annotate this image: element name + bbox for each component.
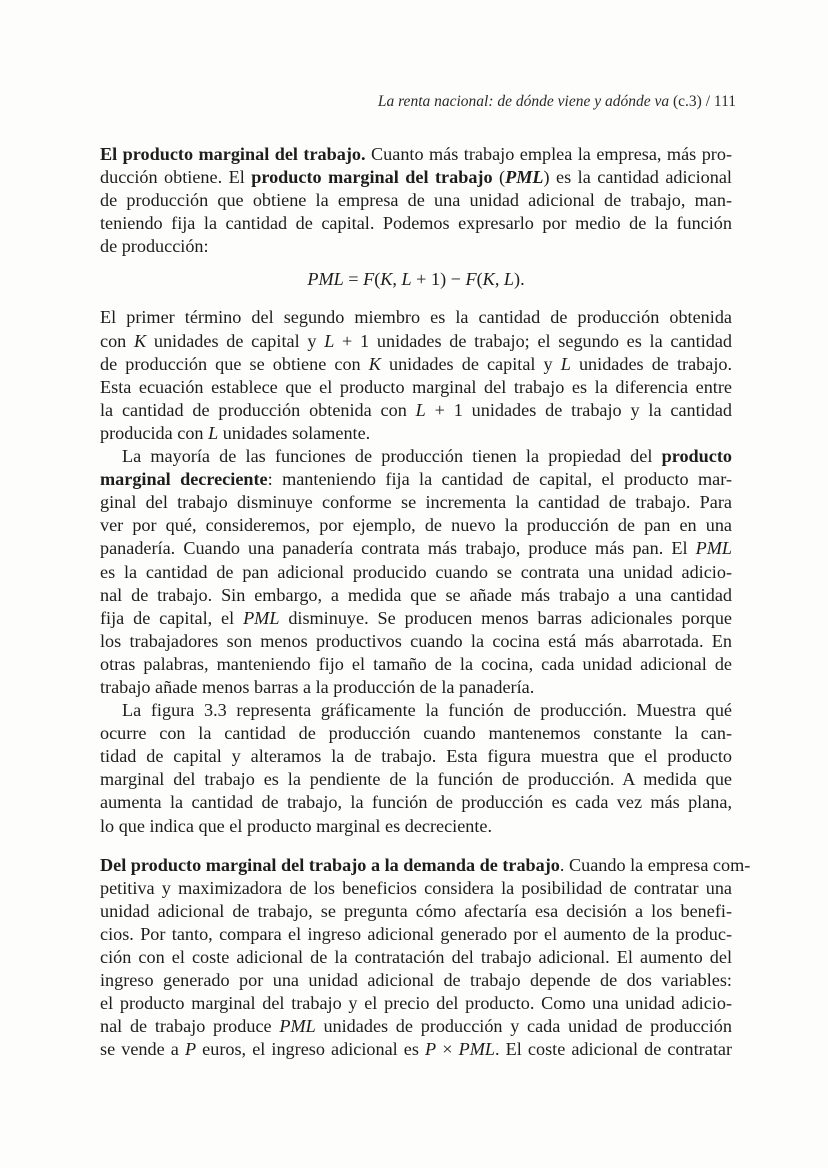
text-line: La mayoría de las funciones de producción tienen la propiedad del producto <box>122 446 732 467</box>
text-line: teniendo fija la cantidad de capital. Podemos expresarlo por medio de la función <box>100 213 732 234</box>
running-head-title: La renta nacional: de dónde viene y adónde va <box>377 93 670 110</box>
text-line: fija de capital, el PML disminuye. Se producen menos barras adicionales porque <box>100 607 732 628</box>
term-pml: producto marginal del trabajo <box>251 167 493 188</box>
text-line: nal de trabajo. Sin embargo, a medida que se añade más trabajo a una cantidad <box>100 584 732 605</box>
paragraph <box>100 445 732 699</box>
formula-pml: PML = F(K, L + 1) − F(K, L). <box>307 269 525 290</box>
text-line: tidad de capital y alteramos la de trabajo. Esta figura muestra que el producto <box>100 746 732 767</box>
text-line: Esta ecuación establece que el producto marginal del trabajo es la diferencia entre <box>100 376 732 397</box>
text-line: trabajo añade menos barras a la producción de la panadería. <box>100 676 535 697</box>
paragraph <box>100 306 732 445</box>
text-line: ción con el coste adicional de la contratación del trabajo adicional. El aumento del <box>100 947 732 967</box>
text-line: ingreso generado por una unidad adicional de trabajo depende de dos variables: <box>100 970 732 991</box>
section-gap <box>100 838 732 854</box>
text-line: cios. Por tanto, compara el ingreso adicional generado por el aumento de la produc- <box>100 923 732 944</box>
text-line: Del producto marginal del trabajo a la demanda de trabajo. Cuando la empresa com- <box>100 854 751 875</box>
text-line: el producto marginal del trabajo y el precio del producto. Como una unidad adicio- <box>100 993 732 1014</box>
running-head-separator: / <box>705 93 711 110</box>
text-line: otras palabras, manteniendo fijo el tamaño de la cocina, cada unidad adicional de <box>100 653 732 674</box>
text-line: ocurre con la cantidad de producción cuando mantenemos constante la can- <box>100 723 732 744</box>
page-body <box>100 143 751 1061</box>
text-line: La figura 3.3 representa gráficamente la función de producción. Muestra qué <box>122 700 732 721</box>
text-line: panadería. Cuando una panadería contrata más trabajo, produce más pan. El PML <box>100 538 732 559</box>
text-line: se vende a P euros, el ingreso adicional es P × PML. El coste adicional de contratar <box>100 1039 732 1060</box>
text-line: ginal del trabajo disminuye conforme se incrementa la cantidad de trabajo. Para <box>100 492 732 513</box>
text-line: de producción que se obtiene con K unidades de capital y L unidades de trabajo. <box>100 353 733 374</box>
paragraph <box>100 699 732 838</box>
paragraph <box>100 143 732 258</box>
text-line: petitiva y maximizadora de los beneficios considera la posibilidad de contratar una <box>100 877 732 898</box>
text-line: ver por qué, consideremos, por ejemplo, de nuevo la producción de pan en una <box>100 515 732 536</box>
section-heading: Del producto marginal del trabajo a la demanda de trabajo <box>100 854 560 875</box>
text-line: marginal del trabajo es la pendiente de la función de producción. A medida que <box>100 769 732 790</box>
section-heading: El producto marginal del trabajo <box>100 144 362 164</box>
text-line: aumenta la cantidad de trabajo, la función de producción es cada vez más plana, <box>100 792 732 813</box>
text-line: de producción: <box>100 236 209 257</box>
text-line: lo que indica que el producto marginal es decreciente. <box>100 815 493 836</box>
text-line: es la cantidad de pan adicional producido cuando se contrata una unidad adicio- <box>100 561 732 582</box>
text-line: los trabajadores son menos productivos cuando la cocina está más abarrotada. En <box>100 630 732 651</box>
paragraph <box>100 854 751 1062</box>
text-line: de producción que obtiene la empresa de una unidad adicional de trabajo, man- <box>100 190 732 211</box>
text-line: El producto marginal del trabajo. Cuanto más trabajo emplea la empresa, más pro- <box>100 144 732 164</box>
running-head-chapter: (c.3) <box>673 93 702 110</box>
text-line: ducción obtiene. El producto marginal del trabajo (PML) es la cantidad adicional <box>100 167 732 188</box>
running-head <box>378 93 736 111</box>
text-line: unidad adicional de trabajo, se pregunta cómo afectaría esa decisión a los benefi- <box>100 900 732 921</box>
page-number: 111 <box>713 93 736 110</box>
term-producto-marginal-decreciente: marginal decreciente <box>100 469 268 490</box>
text-line: con K unidades de capital y L + 1 unidades de trabajo; el segundo es la cantidad <box>100 330 733 351</box>
text-line: marginal decreciente: manteniendo fija la cantidad de capital, el producto mar- <box>100 469 732 490</box>
text-line: El primer término del segundo miembro es la cantidad de producción obtenida <box>100 307 732 328</box>
text-line: nal de trabajo produce PML unidades de producción y cada unidad de producción <box>100 1016 732 1037</box>
section-demanda <box>100 854 751 1062</box>
text-line: producida con L unidades solamente. <box>100 422 371 443</box>
section-pml <box>100 143 732 838</box>
text-line: la cantidad de producción obtenida con L + 1 unidades de trabajo y la cantidad <box>100 399 732 420</box>
